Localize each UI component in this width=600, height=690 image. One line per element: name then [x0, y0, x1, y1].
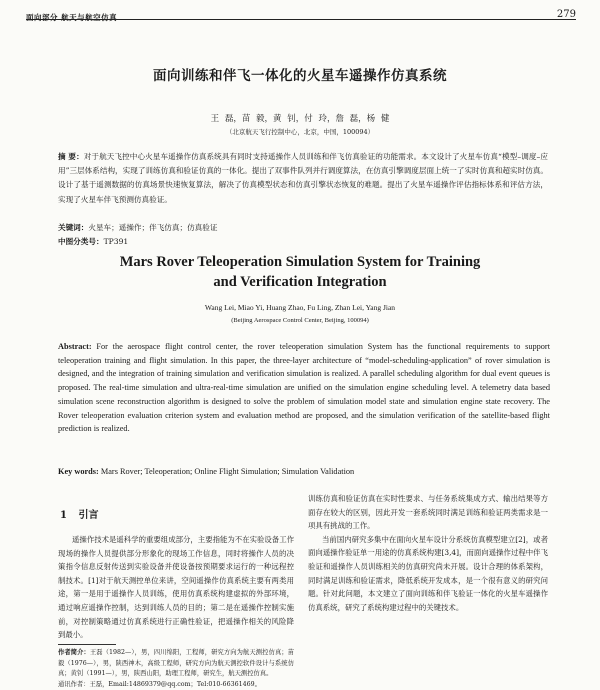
section-1-text: 遥操作技术是遥科学的重要组成部分，主要指能为不在实验设备工作现场的操作人员提供部分形象化的现场工作信息，同时将操作人员的决策指令信息反射传送到实验设备并使设备按预期要求运行的一种远程控制技术。[1]对于航天测控单位来讲，空间遥操作仿真系统主要有两类用途，第一是用于遥操作人员训练，使用仿真系统构建虚拟的外部环境，通过响应遥操作控制，达到训练人员的目的；第二是在遥操作控制实施前，对控制策略通过仿真系统进行正确性验证，把遥操作相关的风险降到最小。	[58, 533, 294, 642]
classification-label: 中图分类号：	[58, 237, 104, 246]
footnote-author-label: 作者简介：	[58, 649, 90, 656]
affiliation-en: (Beijing Aerospace Control Center, Beijing, 100094)	[0, 317, 600, 324]
keywords-cn-label: 关键词：	[58, 223, 88, 232]
abstract-cn-label: 摘 要：	[58, 152, 84, 161]
authors-cn: 王 磊，苗 毅，黄 钊，付 玲，詹 磊，杨 健	[0, 112, 600, 124]
right-column	[308, 492, 548, 614]
authors-en: Wang Lei, Miao Yi, Huang Zhao, Fu Ling, Zhan Lei, Yang Jian	[0, 303, 600, 312]
keywords-en	[58, 467, 354, 476]
right-column-paragraph-1: 训练仿真和验证仿真在实时性要求、与任务系统集成方式、输出结果等方面存在较大的区别，因此开发一套系统同时满足训练和验证两类需求是一项具有挑战的工作。	[308, 492, 548, 533]
keywords-cn-text: 火星车；遥操作；伴飞仿真；仿真验证	[88, 223, 217, 232]
footnote-contact: 通讯作者：王磊，Email:14869379@qq.com；Tel:010-66361469。	[58, 680, 294, 690]
running-header	[26, 6, 576, 24]
header-rule	[26, 19, 576, 20]
left-column	[58, 506, 294, 690]
footnote-rule	[58, 644, 116, 645]
abstract-cn-text: 对于航天飞控中心火星车遥操作仿真系统具有同时支持遥操作人员训练和伴飞仿真验证的功能需求。本文设计了火星车仿真“模型–调度–应用”三层体系结构，实现了训练仿真和验证仿真的一体化。提出了双事件队列并行调度算法，在仿真引擎调度层面上统一了实时仿真和超实时仿真。设计了基于遥测数据的仿真场景快速恢复算法，解决了仿真模型状态和仿真引擎状态恢复的难题。提出了火星车遥操作评估指标体系和评估方法，实现了火星车伴飞预测仿真验证。	[58, 152, 548, 204]
right-column-paragraph-2: 当前国内研究多集中在面向火星车设计分系统仿真模型建立[2]，或者面向遥操作验证单一用途的仿真系统构建[3,4]，而面向遥操作过程中伴飞验证和遥操作人员训练相关的仿真研究尚未开展。设计合理的体系架构，同时满足训练和验证需求，降低系统开发成本，是一个很有意义的研究问题。针对此问题，本文建立了面向训练和伴飞验证一体化的火星车遥操作仿真系统，研究了系统构建过程中的关键技术。	[308, 533, 548, 615]
abstract-cn	[58, 150, 548, 207]
paper-title-cn: 面向训练和伴飞一体化的火星车遥操作仿真系统	[0, 64, 600, 84]
abstract-en-label: Abstract:	[58, 342, 92, 351]
keywords-cn	[58, 222, 217, 233]
section-1-title: 1 引言	[60, 506, 294, 521]
paper-title-en	[0, 252, 600, 292]
page-number: 279	[557, 9, 576, 20]
classification-number	[58, 236, 128, 247]
running-header-text: 面向部分 航天与航空仿真	[26, 12, 117, 23]
abstract-en	[58, 340, 550, 436]
paper-title-en-line2: and Verification Integration	[0, 272, 600, 292]
paper-title-en-line1: Mars Rover Teleoperation Simulation System for Training	[0, 252, 600, 272]
keywords-en-label: Key words:	[58, 467, 99, 476]
abstract-en-text: For the aerospace flight control center, the rover teleoperation simulation System has the functional requirements to support teleoperation training and flight simulation. In this paper, the three-layer architecture of “model-scheduling-application” of rover simulation is designed, and the integration of training simulation and verification simulation is realized. A parallel scheduling algorithm for dual event queues is proposed. The real-time simulation and ultra-real-time simulation are unified on the simulation engine scheduling level. A telemetry data based simulation scene reconstruction algorithm is designed to solve the problem of simulation model state and simulation engine state recovery. The Rover teleoperation evaluation criterion system and evaluation method are proposed, and the simulation verification of the satellite-based flight prediction is realized.	[58, 342, 550, 433]
keywords-en-text: Mars Rover; Teleoperation; Online Flight Simulation; Simulation Validation	[99, 467, 354, 476]
classification-text: TP391	[104, 237, 129, 246]
footnote-author-text: 王磊（1982—），男，四川绵阳，工程师，研究方向为航天测控仿真；苗毅（1976—），男，陕西神木，高级工程师，研究方向为航天测控软件设计与系统仿真；黄钊（1991—），男，陕西山阳，助理工程师，研究生，航天测控仿真。	[58, 649, 294, 677]
footnote-author-info	[58, 648, 294, 680]
affiliation-cn: （北京航天飞行控制中心，北京，中国，100094）	[0, 127, 600, 136]
